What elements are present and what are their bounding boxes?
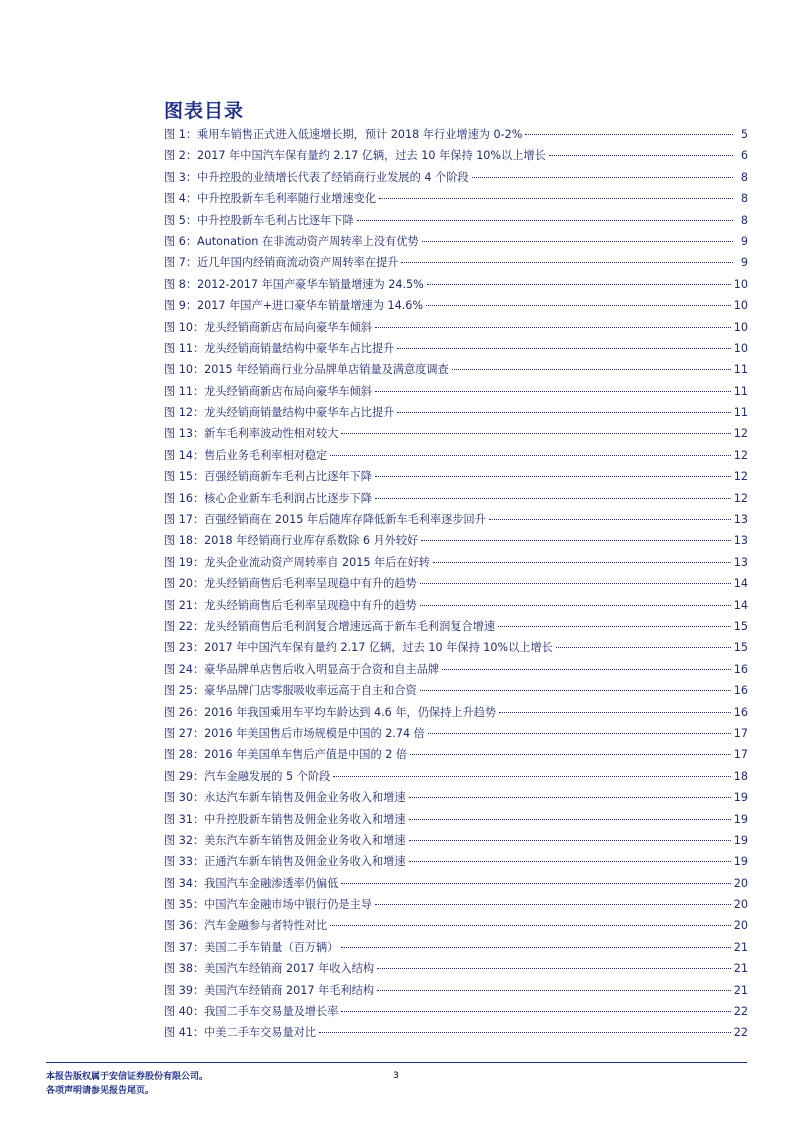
toc-entry-page: 19: [733, 833, 748, 847]
toc-entry-page: 19: [733, 855, 748, 869]
dot-leader: [319, 1032, 731, 1033]
toc-entry-label: 图 5：中升控股新车毛利占比逐年下降: [164, 213, 354, 227]
toc-entry[interactable]: [164, 190, 748, 211]
toc-entry-label: 图 27：2016 年美国售后市场规模是中国的 2.74 倍: [164, 726, 425, 740]
toc-entry[interactable]: [164, 597, 748, 618]
toc-entry-label: 图 13：新车毛利率波动性相对较大: [164, 427, 339, 441]
dot-leader: [409, 861, 731, 862]
toc-entry-page: 12: [733, 470, 748, 484]
dot-leader: [341, 883, 730, 884]
toc-entry-label: 图 28：2016 年美国单车售后产值是中国的 2 倍: [164, 748, 408, 762]
dot-leader: [472, 177, 733, 178]
dot-leader: [397, 412, 730, 413]
toc-entry-label: 图 10：龙头经销商新店布局向豪华车倾斜: [164, 320, 372, 334]
toc-entry-page: 15: [733, 641, 748, 655]
toc-entry-page: 20: [733, 876, 748, 890]
toc-entry[interactable]: [164, 639, 748, 660]
footer-divider: [46, 1062, 747, 1063]
toc-entry[interactable]: [164, 126, 748, 147]
dot-leader: [452, 369, 731, 370]
dot-leader: [341, 433, 730, 434]
toc-entry[interactable]: [164, 233, 748, 254]
toc-entry-page: 20: [733, 898, 748, 912]
dot-leader: [498, 626, 731, 627]
toc-entry[interactable]: [164, 939, 748, 960]
dot-leader: [426, 305, 731, 306]
toc-entry[interactable]: [164, 319, 748, 340]
dot-leader: [341, 1011, 730, 1012]
toc-entry[interactable]: [164, 361, 748, 382]
dot-leader: [442, 669, 731, 670]
dot-leader: [375, 476, 731, 477]
toc-entry[interactable]: [164, 1003, 748, 1024]
toc-entry[interactable]: [164, 147, 748, 168]
toc-entry-label: 图 29：汽车金融发展的 5 个阶段: [164, 769, 331, 783]
dot-leader: [549, 155, 733, 156]
toc-entry-page: 21: [733, 962, 748, 976]
toc-entry[interactable]: [164, 832, 748, 853]
toc-entry-page: 15: [733, 619, 748, 633]
toc-entry-page: 5: [740, 128, 748, 141]
toc-entry-page: 16: [733, 662, 748, 676]
toc-entry-page: 13: [733, 534, 748, 548]
toc-entry[interactable]: [164, 276, 748, 297]
toc-entry[interactable]: [164, 340, 748, 361]
toc-entry-page: 20: [733, 919, 748, 933]
toc-entry[interactable]: [164, 532, 748, 553]
toc-entry-page: 11: [733, 384, 748, 398]
toc-entry-label: 图 16：核心企业新车毛利润占比逐步下降: [164, 491, 372, 505]
toc-entry-page: 10: [733, 341, 748, 355]
toc-entry-page: 18: [733, 769, 748, 783]
toc-entry-page: 8: [740, 213, 748, 227]
dot-leader: [330, 925, 731, 926]
dot-leader: [357, 220, 733, 221]
toc-entry[interactable]: [164, 383, 748, 404]
toc-entry-label: 图 7：近几年国内经销商流动资产周转率在提升: [164, 256, 399, 270]
toc-entry-page: 19: [733, 812, 748, 826]
toc-entry[interactable]: [164, 425, 748, 446]
toc-entry[interactable]: [164, 490, 748, 511]
toc-entry-page: 16: [733, 705, 748, 719]
toc-entry-label: 图 15：百强经销商新车毛利占比逐年下降: [164, 470, 372, 484]
toc-entry[interactable]: [164, 468, 748, 489]
toc-entry-label: 图 22：龙头经销商售后毛利润复合增速远高于新车毛利润复合增速: [164, 619, 496, 633]
toc-entry-label: 图 18：2018 年经销商行业库存系数除 6 月外较好: [164, 534, 419, 548]
toc-entry-label: 图 9：2017 年国产+进口豪华车销量增速为 14.6%: [164, 299, 423, 313]
dot-leader: [375, 904, 731, 905]
dot-leader: [421, 540, 731, 541]
dot-leader: [409, 819, 731, 820]
dot-leader: [525, 134, 733, 135]
toc-entry-label: 图 34：我国汽车金融渗透率仍偏低: [164, 876, 339, 890]
toc-entry-label: 图 24：豪华品牌单店售后收入明显高于合资和自主品牌: [164, 662, 440, 676]
dot-leader: [420, 583, 731, 584]
toc-entry-label: 图 31：中升控股新车销售及佣金业务收入和增速: [164, 812, 406, 826]
toc-entry[interactable]: [164, 768, 748, 789]
toc-entry[interactable]: [164, 1024, 748, 1045]
toc-entry-page: 8: [740, 170, 748, 184]
toc-entry-page: 21: [733, 940, 748, 954]
toc-entry[interactable]: [164, 682, 748, 703]
toc-entry[interactable]: [164, 960, 748, 981]
toc-entry[interactable]: [164, 811, 748, 832]
footer-copyright: 本报告版权属于安信证券股份有限公司。: [46, 1072, 209, 1082]
dot-leader: [433, 562, 731, 563]
toc-entry-label: 图 25：豪华品牌门店零服吸收率远高于自主和合资: [164, 684, 417, 698]
toc-entry-label: 图 38：美国汽车经销商 2017 年收入结构: [164, 962, 375, 976]
dot-leader: [341, 947, 730, 948]
dot-leader: [489, 519, 731, 520]
toc-entry-page: 17: [733, 726, 748, 740]
toc-entry-label: 图 10：2015 年经销商行业分品牌单店销量及满意度调查: [164, 363, 449, 377]
toc-entry-page: 22: [733, 1005, 748, 1019]
dot-leader: [427, 284, 731, 285]
toc-entry-label: 图 23：2017 年中国汽车保有量约 2.17 亿辆，过去 10 年保持 10%以上增长: [164, 641, 553, 655]
toc-entry-label: 图 32：美东汽车新车销售及佣金业务收入和增速: [164, 833, 406, 847]
dot-leader: [377, 990, 731, 991]
dot-leader: [375, 391, 731, 392]
toc-entry-page: 9: [740, 234, 748, 248]
toc-entry-page: 10: [733, 277, 748, 291]
dot-leader: [409, 797, 731, 798]
toc-entry-page: 13: [733, 555, 748, 569]
toc-entry[interactable]: [164, 661, 748, 682]
toc-entry-label: 图 3：中升控股的业绩增长代表了经销商行业发展的 4 个阶段: [164, 170, 469, 184]
toc-entry-page: 14: [733, 577, 748, 591]
figure-list: [164, 126, 748, 1046]
toc-entry[interactable]: [164, 896, 748, 917]
toc-entry-page: 14: [733, 598, 748, 612]
toc-entry-label: 图 1：乘用车销售正式进入低速增长期，预计 2018 年行业增速为 0-2%: [164, 128, 523, 141]
toc-entry[interactable]: [164, 575, 748, 596]
toc-entry[interactable]: [164, 853, 748, 874]
dot-leader: [375, 327, 731, 328]
toc-entry-page: 13: [733, 513, 748, 527]
toc-entry-label: 图 20：龙头经销商售后毛利率呈现稳中有升的趋势: [164, 577, 417, 591]
toc-entry-label: 图 36：汽车金融参与者特性对比: [164, 919, 328, 933]
dot-leader: [397, 348, 730, 349]
toc-entry[interactable]: [164, 704, 748, 725]
toc-entry[interactable]: [164, 917, 748, 938]
toc-entry-page: 17: [733, 748, 748, 762]
dot-leader: [330, 455, 731, 456]
dot-leader: [409, 840, 731, 841]
toc-entry[interactable]: [164, 875, 748, 896]
toc-entry-label: 图 11：龙头经销商销量结构中豪华车占比提升: [164, 341, 395, 355]
toc-entry-label: 图 14：售后业务毛利率相对稳定: [164, 448, 328, 462]
toc-entry-page: 22: [733, 1026, 748, 1040]
dot-leader: [499, 712, 731, 713]
toc-entry-label: 图 30：永达汽车新车销售及佣金业务收入和增速: [164, 791, 406, 805]
dot-leader: [410, 754, 731, 755]
toc-entry-label: 图 6：Autonation 在非流动资产周转率上没有优势: [164, 234, 419, 248]
toc-entry-page: 11: [733, 406, 748, 420]
dot-leader: [420, 690, 731, 691]
toc-entry-label: 图 11：龙头经销商新店布局向豪华车倾斜: [164, 384, 372, 398]
toc-entry-label: 图 2：2017 年中国汽车保有量约 2.17 亿辆，过去 10 年保持 10%以上增长: [164, 149, 546, 163]
dot-leader: [375, 498, 731, 499]
dot-leader: [428, 733, 731, 734]
toc-entry-page: 6: [740, 149, 748, 163]
toc-entry[interactable]: [164, 297, 748, 318]
toc-entry-label: 图 40：我国二手车交易量及增长率: [164, 1005, 339, 1019]
toc-entry[interactable]: [164, 618, 748, 639]
toc-entry-label: 图 19：龙头企业流动资产周转率自 2015 年后在好转: [164, 555, 430, 569]
toc-entry-page: 21: [733, 983, 748, 997]
toc-entry-page: 8: [740, 192, 748, 206]
dot-leader: [420, 605, 731, 606]
toc-entry-page: 12: [733, 491, 748, 505]
dot-leader: [377, 968, 731, 969]
dot-leader: [556, 647, 731, 648]
toc-entry-page: 9: [740, 256, 748, 270]
toc-entry-label: 图 21：龙头经销商售后毛利率呈现稳中有升的趋势: [164, 598, 417, 612]
toc-entry-label: 图 8：2012-2017 年国产豪华车销量增速为 24.5%: [164, 277, 424, 291]
toc-entry-label: 图 26：2016 年我国乘用车平均车龄达到 4.6 年，仍保持上升趋势: [164, 705, 497, 719]
dot-leader: [401, 262, 733, 263]
toc-entry[interactable]: [164, 511, 748, 532]
toc-entry-page: 11: [733, 363, 748, 377]
dot-leader: [333, 776, 730, 777]
toc-entry-page: 16: [733, 684, 748, 698]
toc-entry[interactable]: [164, 404, 748, 425]
toc-entry[interactable]: [164, 254, 748, 275]
toc-entry[interactable]: [164, 447, 748, 468]
toc-entry-label: 图 17：百强经销商在 2015 年后随库存降低新车毛利率逐步回升: [164, 513, 486, 527]
dot-leader: [379, 198, 733, 199]
toc-entry-label: 图 37：美国二手车销量（百万辆）: [164, 940, 339, 954]
toc-entry-label: 图 41：中美二手车交易量对比: [164, 1026, 317, 1040]
toc-title: 图表目录: [164, 100, 245, 122]
toc-entry-page: 10: [733, 320, 748, 334]
toc-entry-page: 10: [733, 299, 748, 313]
toc-entry-label: 图 33：正通汽车新车销售及佣金业务收入和增速: [164, 855, 406, 869]
footer-notice: 各项声明请参见报告尾页。: [46, 1086, 155, 1096]
toc-entry[interactable]: [164, 725, 748, 746]
toc-entry[interactable]: [164, 746, 748, 767]
toc-entry[interactable]: [164, 169, 748, 190]
dot-leader: [422, 241, 733, 242]
toc-entry[interactable]: [164, 789, 748, 810]
toc-entry-page: 19: [733, 791, 748, 805]
toc-entry-label: 图 12：龙头经销商销量结构中豪华车占比提升: [164, 406, 395, 420]
toc-entry[interactable]: [164, 212, 748, 233]
toc-entry[interactable]: [164, 554, 748, 575]
toc-entry-page: 12: [733, 427, 748, 441]
footer-disclaimer: [46, 1070, 208, 1098]
toc-entry-label: 图 39：美国汽车经销商 2017 年毛利结构: [164, 983, 375, 997]
toc-entry-label: 图 4：中升控股新车毛利率随行业增速变化: [164, 192, 377, 206]
toc-entry-page: 12: [733, 448, 748, 462]
toc-entry-label: 图 35：中国汽车金融市场中银行仍是主导: [164, 898, 372, 912]
page-number: 3: [393, 1071, 399, 1081]
toc-entry[interactable]: [164, 982, 748, 1003]
